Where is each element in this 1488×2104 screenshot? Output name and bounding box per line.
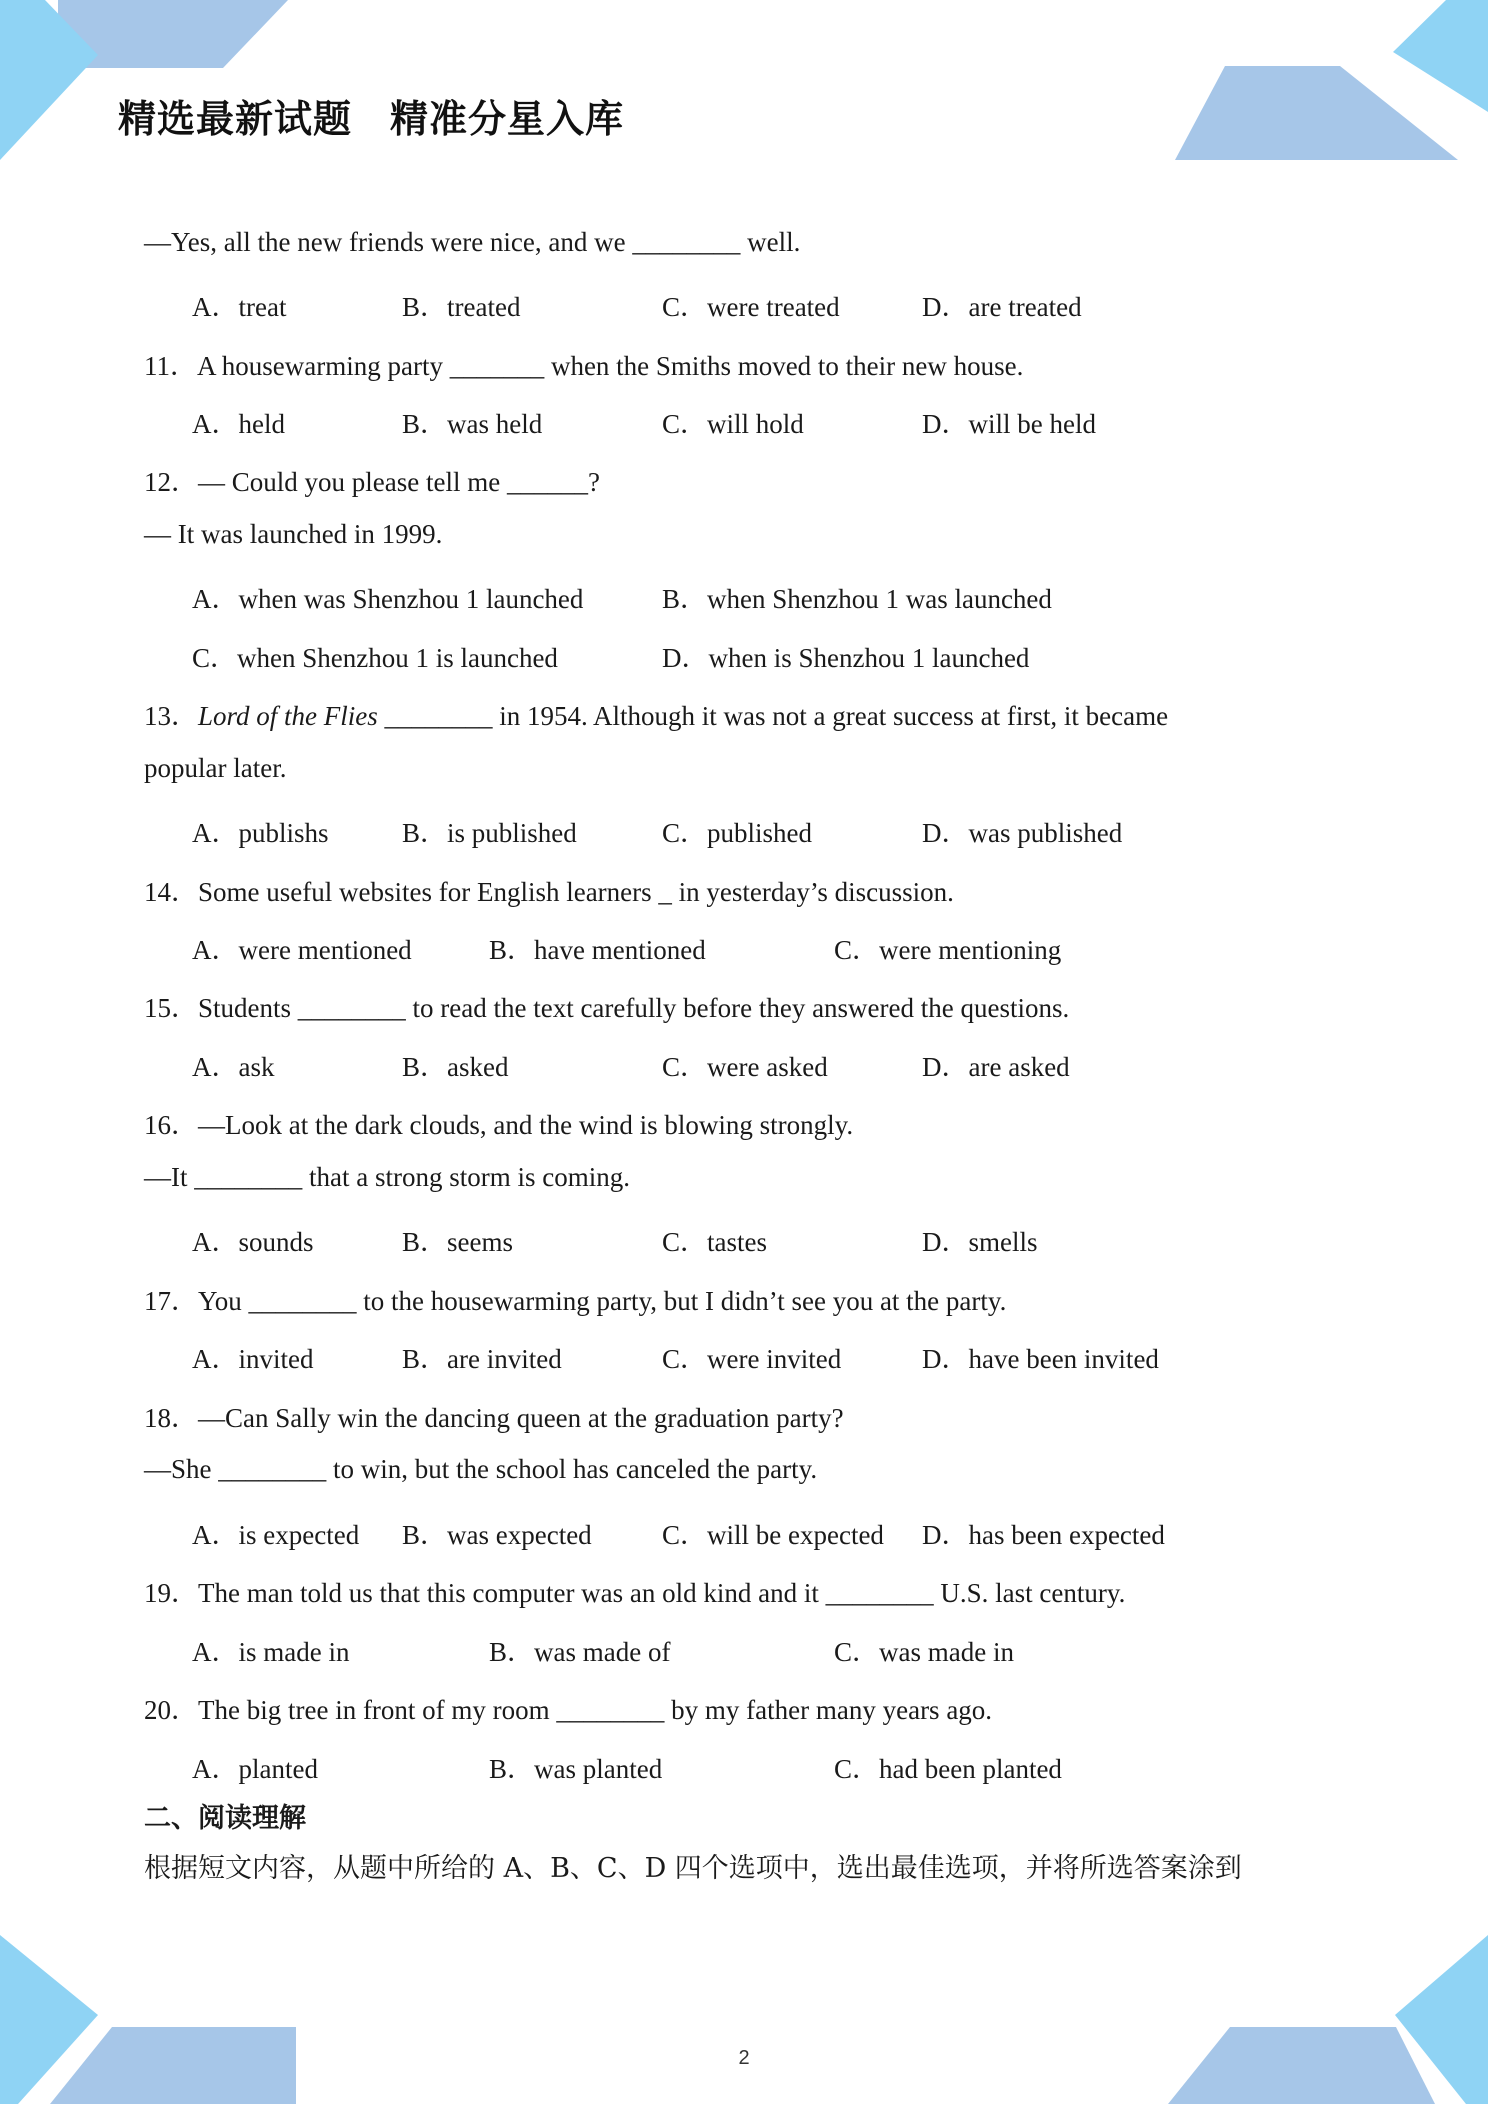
question-line: 14．Some useful websites for English learners _ in yesterday’s discussion. xyxy=(144,877,954,907)
question-line: 17．You ________ to the housewarming party, but I didn’t see you at the party. xyxy=(144,1286,1007,1316)
option: C．will hold xyxy=(662,409,804,439)
option: A．is made in xyxy=(192,1637,350,1667)
book-title: Lord of the Flies xyxy=(198,701,378,731)
option: C．were invited xyxy=(662,1344,842,1374)
option: B．have mentioned xyxy=(489,935,706,965)
option: D．will be held xyxy=(922,409,1096,439)
option: B．treated xyxy=(402,292,521,322)
top-right-triangle xyxy=(1393,0,1488,112)
option: D．are asked xyxy=(922,1052,1070,1082)
bottom-left-triangle xyxy=(0,1935,98,2104)
question-line: 12．— Could you please tell me ______? xyxy=(144,467,600,497)
question-number: 13． xyxy=(144,701,198,731)
option: B．was made of xyxy=(489,1637,671,1667)
option: D．are treated xyxy=(922,292,1082,322)
question-line: 18．—Can Sally win the dancing queen at the graduation party? xyxy=(144,1403,844,1433)
option: D．was published xyxy=(922,818,1123,848)
question-line: — It was launched in 1999. xyxy=(144,519,443,549)
question-line: —It ________ that a strong storm is coming. xyxy=(144,1162,630,1192)
option: B．was held xyxy=(402,409,543,439)
option: B．was planted xyxy=(489,1754,663,1784)
option: B．was expected xyxy=(402,1520,592,1550)
option: A．treat xyxy=(192,292,287,322)
question-line: —Yes, all the new friends were nice, and we ________ well. xyxy=(144,227,801,257)
question-line: 11．A housewarming party _______ when the Smiths moved to their new house. xyxy=(144,351,1024,381)
option: C．was made in xyxy=(834,1637,1014,1667)
question-line xyxy=(144,694,1168,733)
option: D．when is Shenzhou 1 launched xyxy=(662,643,1030,673)
question-line: —She ________ to win, but the school has canceled the party. xyxy=(144,1454,818,1484)
bottom-right-triangle xyxy=(1395,1935,1488,2104)
option: D．have been invited xyxy=(922,1344,1159,1374)
option: A．held xyxy=(192,409,285,439)
option: D．has been expected xyxy=(922,1520,1165,1550)
header-title-right: 精准分星入库 xyxy=(390,97,625,141)
option: A．sounds xyxy=(192,1227,314,1257)
option: C．were asked xyxy=(662,1052,828,1082)
option: A．ask xyxy=(192,1052,275,1082)
question-line: 15．Students ________ to read the text carefully before they answered the questions. xyxy=(144,993,1070,1023)
option: A．is expected xyxy=(192,1520,360,1550)
header-title xyxy=(118,88,624,143)
top-left-triangle xyxy=(0,0,98,160)
top-right-trapezoid xyxy=(1175,66,1458,160)
option: B．are invited xyxy=(402,1344,562,1374)
question-line: 16．—Look at the dark clouds, and the wind is blowing strongly. xyxy=(144,1110,854,1140)
header-title-left: 精选最新试题 xyxy=(118,97,353,141)
section-instruction: 根据短文内容，从题中所给的 A、B、C、D 四个选项中，选出最佳选项，并将所选答案涂到 xyxy=(144,1853,1242,1884)
top-left-band xyxy=(58,0,288,68)
option: B．seems xyxy=(402,1227,513,1257)
option: A．when was Shenzhou 1 launched xyxy=(192,584,584,614)
question-line: 19．The man told us that this computer was an old kind and it ________ U.S. last century. xyxy=(144,1578,1126,1608)
option: A．publishs xyxy=(192,818,329,848)
question-line: popular later. xyxy=(144,753,287,783)
option: B．when Shenzhou 1 was launched xyxy=(662,584,1052,614)
option: C．when Shenzhou 1 is launched xyxy=(192,643,558,673)
option: C．tastes xyxy=(662,1227,767,1257)
option: C．had been planted xyxy=(834,1754,1062,1784)
option: A．planted xyxy=(192,1754,318,1784)
page-number: 2 xyxy=(738,2047,750,2069)
option: C．were mentioning xyxy=(834,935,1062,965)
option: C．were treated xyxy=(662,292,840,322)
question-line: 20．The big tree in front of my room ________ by my father many years ago. xyxy=(144,1695,993,1725)
option: C．published xyxy=(662,818,813,848)
option: B．is published xyxy=(402,818,577,848)
option: A．were mentioned xyxy=(192,935,412,965)
option: C．will be expected xyxy=(662,1520,884,1550)
section-heading: 二、阅读理解 xyxy=(144,1803,306,1834)
option: D．smells xyxy=(922,1227,1038,1257)
option: A．invited xyxy=(192,1344,314,1374)
option: B．asked xyxy=(402,1052,509,1082)
question-text: ________ in 1954. Although it was not a great success at first, it became xyxy=(377,701,1169,731)
